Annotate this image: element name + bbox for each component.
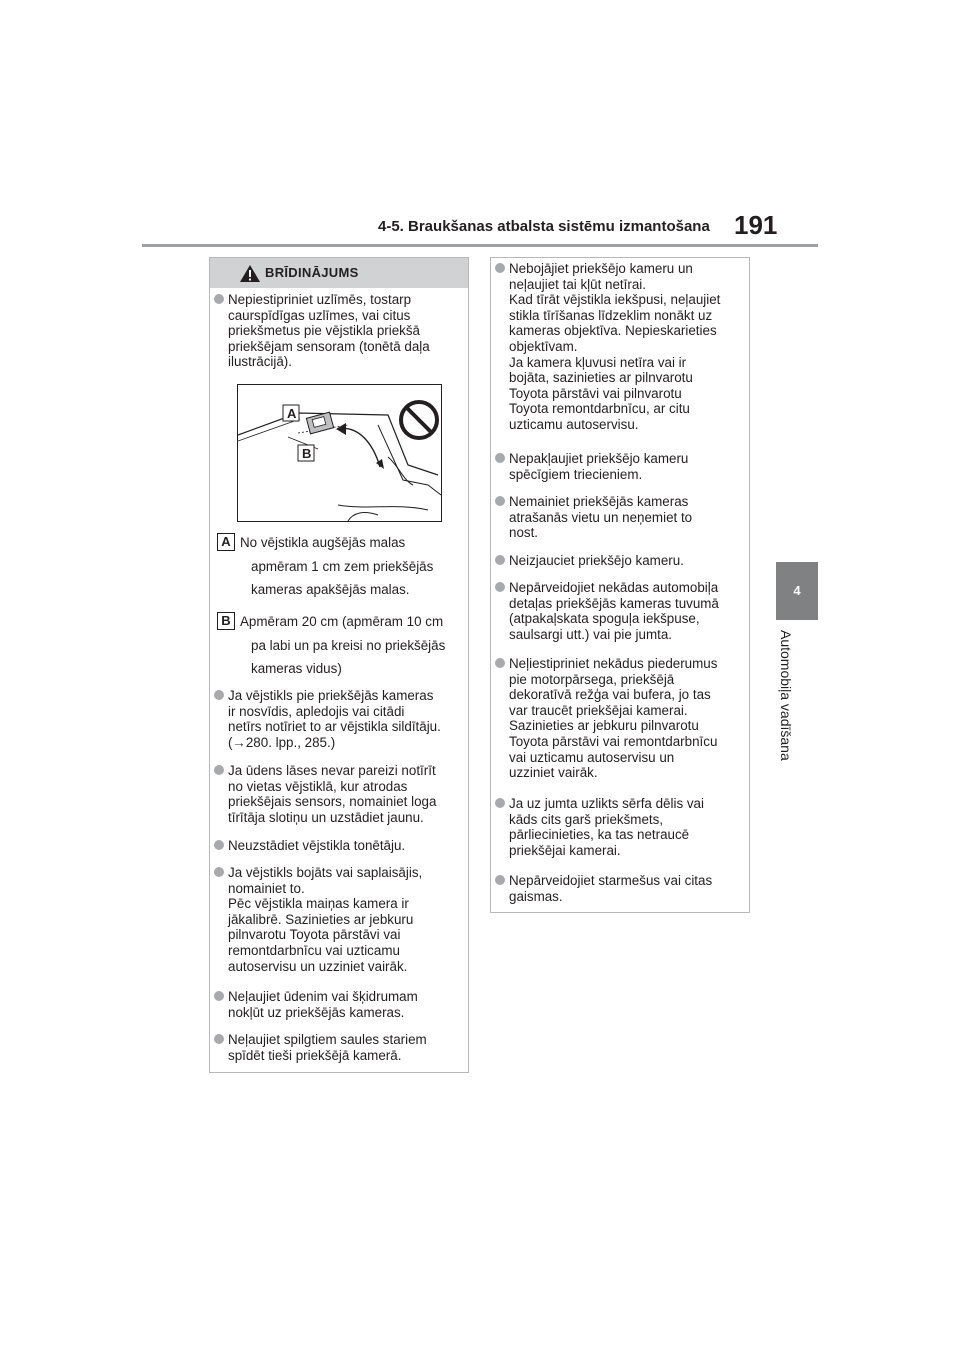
page-number: 191	[734, 210, 778, 240]
bullet-icon	[495, 453, 505, 463]
list-item: Nemainiet priekšējās kameras atrašanās vietu un neņemiet to nost.	[509, 494, 692, 541]
list-item: Neļaujiet spilgtiem saules stariem spīdēt tieši priekšējā kamerā.	[228, 1032, 427, 1063]
caption-a-line-1: No vējstikla augšējās malas	[240, 535, 406, 550]
list-item: Nepiestipriniet uzlīmēs, tostarp caurspīdīgas uzlīmes, vai citus priekšmetus pie vējstikla priekšā priekšējam sensoram (tonētā daļa ilustrācijā).	[228, 292, 430, 370]
bullet-icon	[214, 765, 224, 775]
windshield-drawing	[238, 385, 441, 521]
chapter-tab[interactable]: 4	[776, 562, 818, 620]
bullet-icon	[495, 798, 505, 808]
caption-b-line-3: kameras vidus)	[251, 661, 342, 676]
list-item: Nebojājiet priekšējo kameru un neļaujiet tai kļūt netīrai. Kad tīrāt vējstikla iekšpusi, neļaujiet stikla tīrīšanas līdzeklim nonākt uz kameras objektīva. Nepieskarieties objektīvam. Ja kamera kļuvusi netīra vai ir bojāta, sazinieties ar pilnvarotu Toyota pārstāvi vai pilnvarotu Toyota remontdarbnīcu, ar citu uzticamu autoservisu.	[509, 261, 720, 433]
bullet-icon	[495, 555, 505, 565]
bullet-icon	[495, 496, 505, 506]
list-item: Ja vējstikls bojāts vai saplaisājis, nomainiet to. Pēc vējstikla maiņas kamera ir jākalibrē. Sazinieties ar jebkuru pilnvarotu Toyota pārstāvi vai remontdarbnīcu vai uzticamu autoservisu un uzziniet vairāk.	[228, 865, 422, 974]
warning-triangle-icon	[240, 265, 260, 282]
bullet-icon	[495, 875, 505, 885]
list-item: Neuzstādiet vējstikla tonētāju.	[228, 838, 405, 854]
figure-label-b: B	[302, 446, 312, 461]
list-item: Neizjauciet priekšējo kameru.	[509, 553, 684, 569]
caption-marker-b: B	[217, 612, 235, 630]
bullet-icon	[214, 840, 224, 850]
chapter-label-container	[778, 630, 818, 800]
list-item: Nepakļaujiet priekšējo kameru spēcīgiem triecieniem.	[509, 451, 688, 482]
list-item: Neļiestipriniet nekādus piederumus pie motorpārsega, priekšējā dekoratīvā režģa vai bufera, jo tas var traucēt priekšējai kamerai. Sazinieties ar jebkuru pilnvarotu Toyota pārstāvi vai remontdarbnīcu vai uzticamu autoservisu un uzziniet vairāk.	[509, 656, 717, 781]
section-title: 4-5. Braukšanas atbalsta sistēmu izmantošana	[378, 218, 710, 235]
caption-a-line-3: kameras apakšējās malas.	[251, 582, 410, 597]
bullet-icon	[214, 294, 224, 304]
caption-a-line-2: apmēram 1 cm zem priekšējās	[251, 559, 434, 574]
list-item: Nepārveidojiet starmešus vai citas gaismas.	[509, 873, 712, 904]
windshield-illustration	[237, 384, 442, 522]
list-item: Neļaujiet ūdenim vai šķidrumam nokļūt uz priekšējās kameras.	[228, 989, 418, 1020]
list-item: Nepārveidojiet nekādas automobiļa detaļas priekšējās kameras tuvumā (atpakaļskata spoguļa iekšpuse, saulsargi utt.) vai pie jumta.	[509, 580, 719, 642]
list-item: Ja uz jumta uzlikts sērfa dēlis vai kāds cits garš priekšmets, pārliecinieties, ka tas netraucē priekšējai kamerai.	[509, 796, 704, 858]
bullet-icon	[214, 690, 224, 700]
bullet-icon	[495, 658, 505, 668]
header-rule	[142, 244, 818, 247]
warning-header	[210, 258, 468, 288]
bullet-icon	[214, 867, 224, 877]
warning-title: BRĪDINĀJUMS	[265, 265, 359, 280]
list-item: Ja ūdens lāses nevar pareizi notīrīt no vietas vējstiklā, kur atrodas priekšējais sensors, nomainiet loga tīrītāja slotiņu un uzstādiet jaunu.	[228, 763, 436, 825]
bullet-icon	[495, 582, 505, 592]
chapter-label: Automobiļa vadīšana	[778, 630, 794, 761]
list-item: Ja vējstikls pie priekšējās kameras ir nosvīdis, apledojis vai citādi netīrs notīriet to ar vējstikla sildītāju. (→280. lpp., 285.)	[228, 688, 441, 750]
bullet-icon	[214, 991, 224, 1001]
caption-b-line-1: Apmēram 20 cm (apmēram 10 cm	[240, 614, 444, 629]
caption-b-line-2: pa labi un pa kreisi no priekšējās	[251, 638, 446, 653]
caption-marker-a: A	[217, 533, 235, 551]
bullet-icon	[214, 1034, 224, 1044]
bullet-icon	[495, 263, 505, 273]
figure-label-a: A	[287, 406, 297, 421]
